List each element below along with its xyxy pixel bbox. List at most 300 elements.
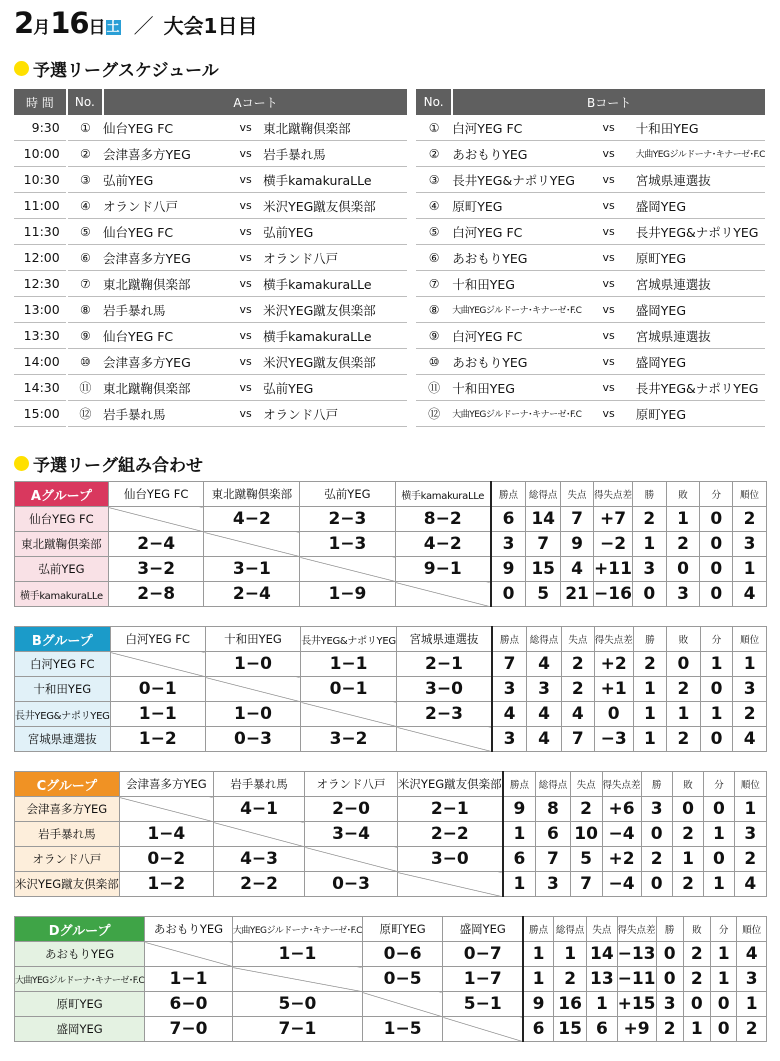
team-stat: 1 bbox=[710, 967, 737, 992]
team-stat: 3 bbox=[527, 677, 562, 702]
match-time: 9:30 bbox=[14, 115, 67, 141]
court-a-vs: vs bbox=[228, 401, 263, 427]
team-stat: 4 bbox=[527, 727, 562, 752]
match-score: 4−3 bbox=[213, 847, 304, 872]
court-a-vs: vs bbox=[228, 323, 263, 349]
team-stat: 6 bbox=[491, 507, 526, 532]
team-stat: 3 bbox=[666, 582, 700, 607]
court-a-team-1: 会津喜多方YEG bbox=[103, 245, 228, 271]
match-score: 2−3 bbox=[397, 702, 492, 727]
team-stat: 4 bbox=[527, 702, 562, 727]
match-score: 3−0 bbox=[397, 847, 502, 872]
match-score: 2−1 bbox=[397, 797, 502, 822]
match-number-a: ⑧ bbox=[67, 297, 103, 323]
court-a-vs: vs bbox=[228, 141, 263, 167]
group-header-row bbox=[15, 482, 767, 507]
match-score: 1−4 bbox=[119, 822, 213, 847]
team-stat: 2 bbox=[656, 1017, 683, 1042]
team-stat: 0 bbox=[667, 652, 701, 677]
match-number-b: ② bbox=[416, 141, 452, 167]
court-b-vs: vs bbox=[581, 401, 635, 427]
team-stat: 1 bbox=[737, 992, 767, 1017]
team-stat: 2 bbox=[672, 822, 703, 847]
team-stat: 2 bbox=[561, 652, 594, 677]
team-stat: −2 bbox=[593, 532, 632, 557]
stat-column-header: 敗 bbox=[683, 917, 710, 942]
team-stat: 6 bbox=[587, 1017, 617, 1042]
stat-column-header: 分 bbox=[700, 627, 733, 652]
team-stat: −11 bbox=[617, 967, 656, 992]
row-gap bbox=[407, 349, 416, 375]
match-score: 7−0 bbox=[145, 1017, 233, 1042]
self-match-diagonal bbox=[362, 992, 442, 1017]
court-b-team-2: 宮城県連選抜 bbox=[636, 271, 765, 297]
court-a-team-1: 仙台YEG FC bbox=[103, 323, 228, 349]
court-b-team-2: 長井YEG&ナポリYEG bbox=[636, 219, 765, 245]
group-table bbox=[14, 916, 767, 1042]
row-gap bbox=[407, 141, 416, 167]
court-a-team-2: 米沢YEG蹴友倶楽部 bbox=[263, 193, 407, 219]
schedule-row bbox=[14, 193, 765, 219]
court-b-team-1: 白河YEG FC bbox=[452, 323, 581, 349]
team-row-label: 原町YEG bbox=[15, 992, 145, 1017]
opponent-column-header: 盛岡YEG bbox=[443, 917, 523, 942]
self-match-diagonal bbox=[204, 532, 300, 557]
match-number-a: ⑩ bbox=[67, 349, 103, 375]
match-score: 3−2 bbox=[108, 557, 204, 582]
team-stat: 2 bbox=[683, 942, 710, 967]
stat-column-header: 得失点差 bbox=[594, 627, 633, 652]
match-number-b: ③ bbox=[416, 167, 452, 193]
team-stat: 14 bbox=[587, 942, 617, 967]
team-row bbox=[15, 557, 767, 582]
opponent-column-header: 米沢YEG蹴友倶楽部 bbox=[397, 772, 502, 797]
match-score: 1−2 bbox=[119, 872, 213, 897]
team-stat: 10 bbox=[570, 822, 602, 847]
team-stat: 0 bbox=[700, 507, 733, 532]
court-a-team-2: 米沢YEG蹴友倶楽部 bbox=[263, 297, 407, 323]
court-a-vs: vs bbox=[228, 245, 263, 271]
team-stat: 1 bbox=[633, 677, 667, 702]
match-score: 9−1 bbox=[395, 557, 491, 582]
team-stat: 0 bbox=[641, 872, 672, 897]
team-stat: 0 bbox=[700, 677, 733, 702]
team-stat: 8 bbox=[536, 797, 570, 822]
team-stat: 0 bbox=[594, 702, 633, 727]
group-table bbox=[14, 626, 767, 752]
stat-column-header: 得失点差 bbox=[617, 917, 656, 942]
court-b-team-2: 宮城県連選抜 bbox=[636, 167, 765, 193]
team-stat: 1 bbox=[633, 532, 667, 557]
stat-column-header: 失点 bbox=[561, 627, 594, 652]
opponent-column-header: 大曲YEGジルドーナ･キナーゼ･F.C bbox=[232, 917, 362, 942]
team-row bbox=[15, 992, 767, 1017]
court-a-vs: vs bbox=[228, 193, 263, 219]
court-a-team-1: 仙台YEG FC bbox=[103, 115, 228, 141]
header-separator: ／ bbox=[133, 14, 154, 38]
match-score: 6−0 bbox=[145, 992, 233, 1017]
team-stat: 7 bbox=[492, 652, 527, 677]
match-score: 2−3 bbox=[300, 507, 395, 532]
court-a-vs: vs bbox=[228, 219, 263, 245]
team-stat: 0 bbox=[700, 532, 733, 557]
stat-column-header: 得失点差 bbox=[602, 772, 641, 797]
team-stat: 0 bbox=[700, 557, 733, 582]
match-score: 0−3 bbox=[205, 727, 300, 752]
opponent-column-header: 原町YEG bbox=[362, 917, 442, 942]
match-score: 4−2 bbox=[395, 532, 491, 557]
group-header-row bbox=[15, 772, 767, 797]
match-number-a: ① bbox=[67, 115, 103, 141]
match-score: 2−1 bbox=[397, 652, 492, 677]
self-match-diagonal bbox=[397, 872, 502, 897]
match-score: 1−9 bbox=[300, 582, 395, 607]
schedule-row bbox=[14, 167, 765, 193]
schedule-table bbox=[14, 89, 765, 427]
team-stat: 1 bbox=[672, 847, 703, 872]
match-number-a: ⑫ bbox=[67, 401, 103, 427]
match-score: 3−0 bbox=[397, 677, 492, 702]
team-row-label: 仙台YEG FC bbox=[15, 507, 109, 532]
match-score: 2−4 bbox=[108, 532, 204, 557]
team-stat: 3 bbox=[536, 872, 570, 897]
team-stat: 7 bbox=[536, 847, 570, 872]
team-row bbox=[15, 582, 767, 607]
team-stat: 9 bbox=[491, 557, 526, 582]
match-time: 14:30 bbox=[14, 375, 67, 401]
row-gap bbox=[407, 115, 416, 141]
court-a-team-2: 米沢YEG蹴友倶楽部 bbox=[263, 349, 407, 375]
team-stat: 1 bbox=[587, 992, 617, 1017]
match-score: 3−1 bbox=[204, 557, 300, 582]
team-row bbox=[15, 702, 767, 727]
team-stat: 5 bbox=[570, 847, 602, 872]
match-number-b: ⑪ bbox=[416, 375, 452, 401]
match-number-a: ⑥ bbox=[67, 245, 103, 271]
team-stat: 0 bbox=[700, 582, 733, 607]
opponent-column-header: 横手kamakuraLLe bbox=[395, 482, 491, 507]
court-a-team-1: 弘前YEG bbox=[103, 167, 228, 193]
match-number-b: ⑦ bbox=[416, 271, 452, 297]
opponent-column-header: オランド八戸 bbox=[305, 772, 398, 797]
day-unit: 日 bbox=[88, 18, 106, 38]
stat-column-header: 失点 bbox=[561, 482, 594, 507]
match-score: 8−2 bbox=[395, 507, 491, 532]
team-stat: 1 bbox=[554, 942, 587, 967]
match-score: 3−2 bbox=[301, 727, 397, 752]
team-row-label: 東北蹴鞠倶楽部 bbox=[15, 532, 109, 557]
team-stat: 1 bbox=[633, 727, 667, 752]
team-stat: 2 bbox=[633, 507, 667, 532]
court-a-team-1: 東北蹴鞠倶楽部 bbox=[103, 375, 228, 401]
match-number-a: ⑤ bbox=[67, 219, 103, 245]
stat-column-header: 勝 bbox=[641, 772, 672, 797]
team-row-label: 岩手暴れ馬 bbox=[15, 822, 120, 847]
match-score: 1−3 bbox=[300, 532, 395, 557]
court-a-team-2: 弘前YEG bbox=[263, 219, 407, 245]
team-stat: 2 bbox=[667, 727, 701, 752]
match-score: 5−0 bbox=[232, 992, 362, 1017]
match-score: 4−1 bbox=[213, 797, 304, 822]
match-number-b: ⑤ bbox=[416, 219, 452, 245]
match-time: 13:00 bbox=[14, 297, 67, 323]
stat-column-header: 勝点 bbox=[492, 627, 527, 652]
team-row-label: オランド八戸 bbox=[15, 847, 120, 872]
match-score: 1−0 bbox=[205, 702, 300, 727]
team-stat: 1 bbox=[733, 652, 767, 677]
court-a-team-2: 横手kamakuraLLe bbox=[263, 167, 407, 193]
court-b-team-1: 長井YEG&ナポリYEG bbox=[452, 167, 581, 193]
team-stat: +6 bbox=[602, 797, 641, 822]
court-a-team-2: 岩手暴れ馬 bbox=[263, 141, 407, 167]
court-a-team-2: 横手kamakuraLLe bbox=[263, 323, 407, 349]
court-b-team-1: 大曲YEGジルドーナ･キナーゼ･F.C bbox=[452, 297, 581, 323]
team-row bbox=[15, 942, 767, 967]
court-a-team-2: 弘前YEG bbox=[263, 375, 407, 401]
match-score: 1−1 bbox=[301, 652, 397, 677]
court-b-team-2: 十和田YEG bbox=[636, 115, 765, 141]
row-gap bbox=[407, 245, 416, 271]
team-row bbox=[15, 847, 767, 872]
time-header: 時 間 bbox=[14, 89, 67, 115]
team-stat: 2 bbox=[554, 967, 587, 992]
team-stat: 0 bbox=[700, 727, 733, 752]
court-b-vs: vs bbox=[581, 297, 635, 323]
team-stat: 0 bbox=[641, 822, 672, 847]
court-b-team-1: あおもりYEG bbox=[452, 349, 581, 375]
court-a-team-1: オランド八戸 bbox=[103, 193, 228, 219]
team-stat: 0 bbox=[666, 557, 700, 582]
schedule-header-row bbox=[14, 89, 765, 115]
court-b-team-1: 大曲YEGジルドーナ･キナーゼ･F.C bbox=[452, 401, 581, 427]
team-stat: −4 bbox=[602, 872, 641, 897]
team-stat: 1 bbox=[700, 702, 733, 727]
stat-column-header: 分 bbox=[710, 917, 737, 942]
team-stat: 7 bbox=[570, 872, 602, 897]
team-stat: 1 bbox=[700, 652, 733, 677]
league-section-title bbox=[14, 451, 203, 475]
team-stat: −13 bbox=[617, 942, 656, 967]
league-title-text: 予選リーグ組み合わせ bbox=[33, 455, 203, 476]
self-match-diagonal bbox=[300, 557, 395, 582]
team-stat: 1 bbox=[633, 702, 667, 727]
team-stat: 0 bbox=[704, 847, 734, 872]
team-stat: 2 bbox=[667, 677, 701, 702]
match-score: 0−1 bbox=[301, 677, 397, 702]
team-stat: 0 bbox=[656, 967, 683, 992]
stat-column-header: 得失点差 bbox=[593, 482, 632, 507]
match-time: 10:30 bbox=[14, 167, 67, 193]
stat-column-header: 分 bbox=[700, 482, 733, 507]
court-a-team-2: 横手kamakuraLLe bbox=[263, 271, 407, 297]
match-score: 1−7 bbox=[443, 967, 523, 992]
opponent-column-header: 東北蹴鞠倶楽部 bbox=[204, 482, 300, 507]
team-stat: 4 bbox=[492, 702, 527, 727]
team-row-label: 白河YEG FC bbox=[15, 652, 111, 677]
team-stat: 3 bbox=[734, 822, 766, 847]
team-row bbox=[15, 727, 767, 752]
self-match-diagonal bbox=[110, 652, 205, 677]
court-a-team-1: 岩手暴れ馬 bbox=[103, 401, 228, 427]
team-stat: 2 bbox=[683, 967, 710, 992]
team-stat: +2 bbox=[602, 847, 641, 872]
team-stat: 16 bbox=[554, 992, 587, 1017]
court-a-vs: vs bbox=[228, 375, 263, 401]
self-match-diagonal bbox=[395, 582, 491, 607]
court-b-team-1: 十和田YEG bbox=[452, 375, 581, 401]
group-name: Aグループ bbox=[15, 482, 109, 507]
court-b-vs: vs bbox=[581, 193, 635, 219]
schedule-row bbox=[14, 297, 765, 323]
court-b-team-2: 盛岡YEG bbox=[636, 349, 765, 375]
self-match-diagonal bbox=[205, 677, 300, 702]
schedule-title-text: 予選リーグスケジュール bbox=[33, 60, 219, 81]
match-score: 1−0 bbox=[205, 652, 300, 677]
court-b-team-1: あおもりYEG bbox=[452, 141, 581, 167]
stat-column-header: 敗 bbox=[666, 482, 700, 507]
row-gap bbox=[407, 323, 416, 349]
team-stat: 1 bbox=[503, 822, 536, 847]
team-stat: 3 bbox=[633, 557, 667, 582]
match-number-a: ③ bbox=[67, 167, 103, 193]
team-stat: 1 bbox=[503, 872, 536, 897]
row-gap bbox=[407, 401, 416, 427]
team-row bbox=[15, 1017, 767, 1042]
court-b-team-1: 十和田YEG bbox=[452, 271, 581, 297]
court-b-team-1: 白河YEG FC bbox=[452, 219, 581, 245]
schedule-row bbox=[14, 245, 765, 271]
row-gap bbox=[407, 297, 416, 323]
team-row-label: 長井YEG&ナポリYEG bbox=[15, 702, 111, 727]
header-gap bbox=[407, 89, 416, 115]
court-b-team-2: 長井YEG&ナポリYEG bbox=[636, 375, 765, 401]
schedule-row bbox=[14, 271, 765, 297]
match-score: 1−2 bbox=[110, 727, 205, 752]
court-b-team-2: 宮城県連選抜 bbox=[636, 323, 765, 349]
group-name: Cグループ bbox=[15, 772, 120, 797]
court-a-team-2: オランド八戸 bbox=[263, 401, 407, 427]
team-row-label: 会津喜多方YEG bbox=[15, 797, 120, 822]
schedule-section-title bbox=[14, 56, 219, 80]
row-gap bbox=[407, 193, 416, 219]
self-match-diagonal bbox=[397, 727, 492, 752]
opponent-column-header: 白河YEG FC bbox=[110, 627, 205, 652]
schedule-row bbox=[14, 375, 765, 401]
team-stat: 0 bbox=[491, 582, 526, 607]
stat-column-header: 順位 bbox=[734, 772, 766, 797]
match-score: 0−7 bbox=[443, 942, 523, 967]
team-stat: 9 bbox=[523, 992, 553, 1017]
day-number: 16 bbox=[50, 6, 89, 40]
team-stat: 2 bbox=[641, 847, 672, 872]
group-header-row bbox=[15, 627, 767, 652]
stat-column-header: 敗 bbox=[672, 772, 703, 797]
team-stat: −16 bbox=[593, 582, 632, 607]
match-time: 10:00 bbox=[14, 141, 67, 167]
match-score: 4−2 bbox=[204, 507, 300, 532]
schedule-row bbox=[14, 401, 765, 427]
opponent-column-header: 十和田YEG bbox=[205, 627, 300, 652]
team-stat: 21 bbox=[561, 582, 594, 607]
team-stat: 0 bbox=[710, 1017, 737, 1042]
match-number-b: ④ bbox=[416, 193, 452, 219]
stat-column-header: 勝 bbox=[633, 627, 667, 652]
self-match-diagonal bbox=[119, 797, 213, 822]
stat-column-header: 勝 bbox=[656, 917, 683, 942]
team-stat: 2 bbox=[737, 1017, 767, 1042]
stat-column-header: 順位 bbox=[737, 917, 767, 942]
court-b-vs: vs bbox=[581, 271, 635, 297]
team-stat: 1 bbox=[683, 1017, 710, 1042]
team-stat: 0 bbox=[704, 797, 734, 822]
group-name: Dグループ bbox=[15, 917, 145, 942]
match-time: 12:30 bbox=[14, 271, 67, 297]
match-number-b: ⑫ bbox=[416, 401, 452, 427]
team-stat: 0 bbox=[672, 797, 703, 822]
team-stat: −4 bbox=[602, 822, 641, 847]
team-stat: 1 bbox=[704, 872, 734, 897]
team-row-label: 大曲YEGジルドーナ･キナーゼ･F.C bbox=[15, 967, 145, 992]
month-unit: 月 bbox=[33, 18, 51, 38]
schedule-row bbox=[14, 349, 765, 375]
court-a-vs: vs bbox=[228, 349, 263, 375]
row-gap bbox=[407, 219, 416, 245]
match-number-b: ⑨ bbox=[416, 323, 452, 349]
match-time: 11:00 bbox=[14, 193, 67, 219]
match-score: 1−5 bbox=[362, 1017, 442, 1042]
court-a-team-1: 岩手暴れ馬 bbox=[103, 297, 228, 323]
row-gap bbox=[407, 375, 416, 401]
team-stat: 4 bbox=[561, 557, 594, 582]
stat-column-header: 勝点 bbox=[523, 917, 553, 942]
match-score: 2−2 bbox=[213, 872, 304, 897]
opponent-column-header: 弘前YEG bbox=[300, 482, 395, 507]
team-stat: 3 bbox=[491, 532, 526, 557]
team-stat: 1 bbox=[733, 557, 767, 582]
team-stat: +1 bbox=[594, 677, 633, 702]
group-table bbox=[14, 481, 767, 607]
team-stat: 15 bbox=[554, 1017, 587, 1042]
team-stat: 1 bbox=[710, 942, 737, 967]
group-table bbox=[14, 771, 767, 897]
tournament-day-label: 大会1日目 bbox=[163, 14, 258, 38]
stat-column-header: 勝点 bbox=[503, 772, 536, 797]
match-score: 1−1 bbox=[232, 942, 362, 967]
match-time: 15:00 bbox=[14, 401, 67, 427]
match-score: 2−8 bbox=[108, 582, 204, 607]
court-b-header: Bコート bbox=[452, 89, 765, 115]
match-number-a: ⑪ bbox=[67, 375, 103, 401]
stat-column-header: 勝 bbox=[633, 482, 667, 507]
stat-column-header: 勝点 bbox=[491, 482, 526, 507]
match-score: 0−6 bbox=[362, 942, 442, 967]
match-score: 7−1 bbox=[232, 1017, 362, 1042]
stat-column-header: 分 bbox=[704, 772, 734, 797]
day-of-week-badge: 土 bbox=[106, 20, 120, 35]
match-score: 1−1 bbox=[145, 967, 233, 992]
team-row-label: 十和田YEG bbox=[15, 677, 111, 702]
match-score: 0−5 bbox=[362, 967, 442, 992]
match-score: 0−1 bbox=[110, 677, 205, 702]
team-row bbox=[15, 822, 767, 847]
stat-column-header: 総得点 bbox=[554, 917, 587, 942]
self-match-diagonal bbox=[108, 507, 204, 532]
team-stat: 7 bbox=[561, 507, 594, 532]
court-b-vs: vs bbox=[581, 219, 635, 245]
team-row bbox=[15, 677, 767, 702]
team-row bbox=[15, 532, 767, 557]
self-match-diagonal bbox=[305, 847, 398, 872]
